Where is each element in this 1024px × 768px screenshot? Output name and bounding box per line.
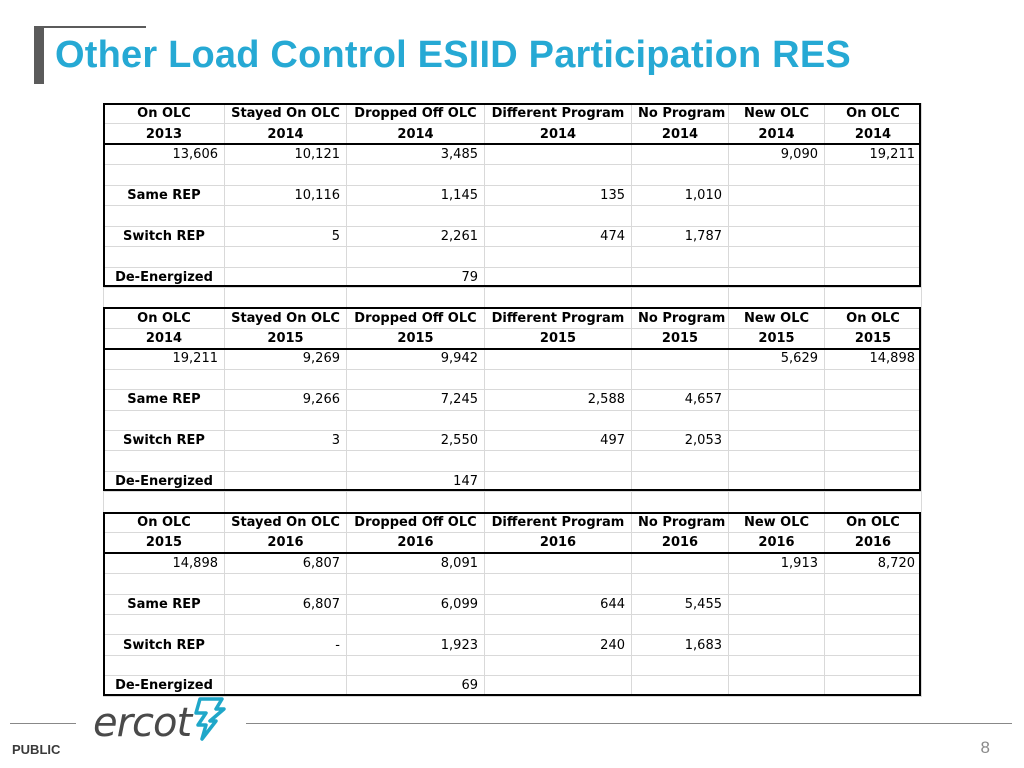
table-cell: New OLC bbox=[729, 512, 825, 532]
table-cell: 10,121 bbox=[225, 144, 347, 164]
data-row bbox=[104, 635, 922, 655]
table-cell: Switch REP bbox=[104, 635, 225, 655]
header-row bbox=[104, 328, 922, 348]
table-cell bbox=[729, 655, 825, 675]
table-cell: 2014 bbox=[825, 124, 922, 144]
table-cell bbox=[825, 247, 922, 267]
olc-participation-table bbox=[103, 103, 922, 697]
table-cell bbox=[347, 165, 485, 185]
table-cell bbox=[347, 287, 485, 307]
table-cell bbox=[225, 410, 347, 430]
table-cell: 2014 bbox=[632, 124, 729, 144]
table-cell: De-Energized bbox=[104, 471, 225, 491]
table-cell bbox=[485, 369, 632, 389]
table-cell: 3 bbox=[225, 431, 347, 451]
table-cell bbox=[104, 369, 225, 389]
table-cell: 474 bbox=[485, 226, 632, 246]
table-cell: On OLC bbox=[104, 308, 225, 328]
data-row bbox=[104, 349, 922, 369]
table-cell: On OLC bbox=[825, 104, 922, 124]
table-cell: No Program bbox=[632, 308, 729, 328]
table-cell: Stayed On OLC bbox=[225, 512, 347, 532]
table-cell: 2016 bbox=[825, 533, 922, 553]
texas-bolt-icon bbox=[194, 697, 228, 741]
table-cell: 5,629 bbox=[729, 349, 825, 369]
table-cell bbox=[225, 574, 347, 594]
table-cell bbox=[632, 655, 729, 675]
table-cell bbox=[347, 247, 485, 267]
table-cell: 9,266 bbox=[225, 390, 347, 410]
table-cell bbox=[729, 247, 825, 267]
table-cell: 2015 bbox=[485, 328, 632, 348]
table-cell bbox=[225, 287, 347, 307]
table-cell: No Program bbox=[632, 104, 729, 124]
data-row bbox=[104, 226, 922, 246]
table-cell: 3,485 bbox=[347, 144, 485, 164]
table-cell bbox=[485, 614, 632, 634]
data-row bbox=[104, 410, 922, 430]
table-cell bbox=[632, 574, 729, 594]
table-cell bbox=[225, 267, 347, 287]
table-cell bbox=[825, 267, 922, 287]
footer-divider-left bbox=[10, 723, 76, 724]
table-cell bbox=[347, 492, 485, 512]
table-cell: - bbox=[225, 635, 347, 655]
data-row bbox=[104, 471, 922, 491]
table-cell bbox=[104, 247, 225, 267]
table-cell: Same REP bbox=[104, 390, 225, 410]
table-cell bbox=[825, 574, 922, 594]
title-accent-bar bbox=[34, 26, 44, 84]
table-cell: 1,145 bbox=[347, 185, 485, 205]
classification-label: PUBLIC bbox=[12, 742, 61, 757]
table-cell bbox=[729, 574, 825, 594]
table-cell bbox=[485, 247, 632, 267]
table-cell: 2015 bbox=[632, 328, 729, 348]
table-cell bbox=[485, 492, 632, 512]
table-cell bbox=[485, 676, 632, 696]
data-row bbox=[104, 676, 922, 696]
table-cell: De-Energized bbox=[104, 676, 225, 696]
table-cell: 10,116 bbox=[225, 185, 347, 205]
table-cell bbox=[485, 144, 632, 164]
table-cell bbox=[347, 614, 485, 634]
table-cell bbox=[225, 655, 347, 675]
table-cell bbox=[632, 165, 729, 185]
table-cell bbox=[729, 410, 825, 430]
table-cell: 2015 bbox=[225, 328, 347, 348]
table-cell bbox=[104, 410, 225, 430]
table-cell bbox=[485, 349, 632, 369]
table-cell: No Program bbox=[632, 512, 729, 532]
page-title: Other Load Control ESIID Participation RES bbox=[55, 34, 851, 76]
table-cell: 2,261 bbox=[347, 226, 485, 246]
table-cell bbox=[729, 206, 825, 226]
table-cell: 2016 bbox=[225, 533, 347, 553]
table-cell bbox=[825, 655, 922, 675]
table-cell: Same REP bbox=[104, 594, 225, 614]
title-accent-line bbox=[34, 26, 146, 28]
table-cell: Switch REP bbox=[104, 431, 225, 451]
table-cell bbox=[225, 451, 347, 471]
data-row bbox=[104, 655, 922, 675]
table-cell: 9,269 bbox=[225, 349, 347, 369]
table-cell bbox=[485, 553, 632, 573]
table-cell bbox=[104, 614, 225, 634]
table-cell bbox=[632, 267, 729, 287]
table-cell bbox=[825, 226, 922, 246]
table-cell bbox=[347, 410, 485, 430]
table-cell bbox=[729, 635, 825, 655]
table-cell bbox=[825, 492, 922, 512]
data-row bbox=[104, 369, 922, 389]
table-cell: Dropped Off OLC bbox=[347, 104, 485, 124]
table-cell: 69 bbox=[347, 676, 485, 696]
table-cell bbox=[632, 471, 729, 491]
table-cell bbox=[225, 206, 347, 226]
data-row bbox=[104, 390, 922, 410]
table-cell: 2016 bbox=[347, 533, 485, 553]
table-cell bbox=[485, 655, 632, 675]
table-cell: 9,090 bbox=[729, 144, 825, 164]
table-cell: 6,807 bbox=[225, 553, 347, 573]
table-cell bbox=[632, 410, 729, 430]
table-cell: 8,091 bbox=[347, 553, 485, 573]
table-cell bbox=[632, 614, 729, 634]
header-row bbox=[104, 533, 922, 553]
table-cell bbox=[485, 267, 632, 287]
table-cell bbox=[632, 676, 729, 696]
data-row bbox=[104, 553, 922, 573]
page-number: 8 bbox=[980, 738, 990, 757]
table-cell bbox=[825, 635, 922, 655]
table-cell bbox=[632, 287, 729, 307]
table-cell bbox=[225, 492, 347, 512]
table-cell: Dropped Off OLC bbox=[347, 512, 485, 532]
table-cell: 5 bbox=[225, 226, 347, 246]
table-cell bbox=[104, 206, 225, 226]
table-cell: 14,898 bbox=[825, 349, 922, 369]
header-row bbox=[104, 104, 922, 124]
table-cell bbox=[104, 451, 225, 471]
table-cell bbox=[347, 655, 485, 675]
table-cell: Stayed On OLC bbox=[225, 308, 347, 328]
table-cell bbox=[225, 614, 347, 634]
table-cell bbox=[825, 165, 922, 185]
data-row bbox=[104, 144, 922, 164]
table-cell: Switch REP bbox=[104, 226, 225, 246]
table-cell: 2,588 bbox=[485, 390, 632, 410]
table-cell: On OLC bbox=[825, 308, 922, 328]
table-cell bbox=[729, 614, 825, 634]
header-row bbox=[104, 308, 922, 328]
table-cell: 2013 bbox=[104, 124, 225, 144]
table-cell bbox=[485, 471, 632, 491]
table-cell bbox=[632, 369, 729, 389]
data-row bbox=[104, 185, 922, 205]
table-cell: 2014 bbox=[347, 124, 485, 144]
table-cell: 135 bbox=[485, 185, 632, 205]
table-cell bbox=[729, 676, 825, 696]
table-cell bbox=[485, 206, 632, 226]
table-cell bbox=[825, 206, 922, 226]
table-cell bbox=[825, 451, 922, 471]
data-row bbox=[104, 431, 922, 451]
spacer-row bbox=[104, 492, 922, 512]
table-cell bbox=[225, 369, 347, 389]
table-cell bbox=[632, 451, 729, 471]
table-cell bbox=[632, 247, 729, 267]
table-cell bbox=[632, 553, 729, 573]
table-cell: 2014 bbox=[225, 124, 347, 144]
table-cell bbox=[485, 287, 632, 307]
table-cell bbox=[729, 492, 825, 512]
table-cell: 79 bbox=[347, 267, 485, 287]
table-cell bbox=[729, 594, 825, 614]
table-cell bbox=[632, 206, 729, 226]
table-cell bbox=[729, 451, 825, 471]
table-cell bbox=[347, 451, 485, 471]
table-cell bbox=[825, 390, 922, 410]
spacer-row bbox=[104, 287, 922, 307]
data-row bbox=[104, 614, 922, 634]
table-cell: 2016 bbox=[729, 533, 825, 553]
table-cell: Stayed On OLC bbox=[225, 104, 347, 124]
table-cell: 14,898 bbox=[104, 553, 225, 573]
table-cell bbox=[104, 492, 225, 512]
table-cell: Dropped Off OLC bbox=[347, 308, 485, 328]
data-row bbox=[104, 574, 922, 594]
table-cell: 497 bbox=[485, 431, 632, 451]
table-cell: 6,099 bbox=[347, 594, 485, 614]
table-cell bbox=[225, 676, 347, 696]
table-cell bbox=[825, 594, 922, 614]
table-cell: Same REP bbox=[104, 185, 225, 205]
table-cell bbox=[104, 165, 225, 185]
table-cell: 1,923 bbox=[347, 635, 485, 655]
table-cell: 2015 bbox=[729, 328, 825, 348]
table-cell bbox=[825, 369, 922, 389]
table-cell: 2014 bbox=[104, 328, 225, 348]
table-cell: 19,211 bbox=[825, 144, 922, 164]
table-cell: De-Energized bbox=[104, 267, 225, 287]
table-cell: 644 bbox=[485, 594, 632, 614]
table-cell bbox=[729, 267, 825, 287]
table-cell bbox=[632, 492, 729, 512]
table-cell bbox=[347, 369, 485, 389]
table-cell: 147 bbox=[347, 471, 485, 491]
table-cell bbox=[347, 574, 485, 594]
table-cell: 1,010 bbox=[632, 185, 729, 205]
table-cell bbox=[104, 287, 225, 307]
table-cell bbox=[632, 349, 729, 369]
data-row bbox=[104, 451, 922, 471]
table-cell bbox=[825, 676, 922, 696]
table-cell: Different Program bbox=[485, 104, 632, 124]
table-cell: On OLC bbox=[104, 104, 225, 124]
data-row bbox=[104, 594, 922, 614]
table-cell: On OLC bbox=[104, 512, 225, 532]
table-cell bbox=[347, 206, 485, 226]
table-cell bbox=[729, 287, 825, 307]
table-cell: 13,606 bbox=[104, 144, 225, 164]
ercot-logo bbox=[93, 697, 228, 746]
data-row bbox=[104, 206, 922, 226]
header-row bbox=[104, 512, 922, 532]
table-cell bbox=[104, 574, 225, 594]
table-cell bbox=[825, 185, 922, 205]
table-cell bbox=[632, 144, 729, 164]
table-cell bbox=[825, 287, 922, 307]
table-cell: 240 bbox=[485, 635, 632, 655]
table-cell: 2015 bbox=[104, 533, 225, 553]
table-cell bbox=[485, 165, 632, 185]
table-cell: 2014 bbox=[729, 124, 825, 144]
table-cell: 8,720 bbox=[825, 553, 922, 573]
logo-wordmark: ercot bbox=[93, 700, 192, 746]
table-cell: 2,550 bbox=[347, 431, 485, 451]
footer-divider-right bbox=[246, 723, 1012, 724]
header-row bbox=[104, 124, 922, 144]
table-cell: 1,913 bbox=[729, 553, 825, 573]
table-cell: 1,787 bbox=[632, 226, 729, 246]
table-cell: 6,807 bbox=[225, 594, 347, 614]
table-cell bbox=[729, 226, 825, 246]
table-cell: Different Program bbox=[485, 512, 632, 532]
table-cell bbox=[729, 185, 825, 205]
table-cell: New OLC bbox=[729, 104, 825, 124]
table-cell bbox=[825, 471, 922, 491]
table-cell: 2016 bbox=[632, 533, 729, 553]
table-cell: 2014 bbox=[485, 124, 632, 144]
table-cell bbox=[729, 369, 825, 389]
table-cell: 2016 bbox=[485, 533, 632, 553]
table-cell bbox=[104, 655, 225, 675]
table-cell bbox=[485, 574, 632, 594]
table-cell bbox=[485, 451, 632, 471]
table-cell: 9,942 bbox=[347, 349, 485, 369]
table-cell bbox=[485, 410, 632, 430]
table-cell bbox=[225, 471, 347, 491]
table-cell: 2015 bbox=[347, 328, 485, 348]
data-row bbox=[104, 247, 922, 267]
table-cell bbox=[729, 165, 825, 185]
table-cell: 2015 bbox=[825, 328, 922, 348]
data-row bbox=[104, 165, 922, 185]
table-cell: 2,053 bbox=[632, 431, 729, 451]
table-cell: New OLC bbox=[729, 308, 825, 328]
table-cell bbox=[825, 431, 922, 451]
table-cell: 5,455 bbox=[632, 594, 729, 614]
data-row bbox=[104, 267, 922, 287]
table-cell bbox=[825, 410, 922, 430]
table-cell bbox=[729, 431, 825, 451]
table-cell: 1,683 bbox=[632, 635, 729, 655]
table-cell: 4,657 bbox=[632, 390, 729, 410]
table-cell: Different Program bbox=[485, 308, 632, 328]
table-cell bbox=[825, 614, 922, 634]
table-cell bbox=[729, 390, 825, 410]
table-cell: 19,211 bbox=[104, 349, 225, 369]
table-cell bbox=[225, 247, 347, 267]
table-cell: On OLC bbox=[825, 512, 922, 532]
table-cell bbox=[225, 165, 347, 185]
table-cell bbox=[729, 471, 825, 491]
table-cell: 7,245 bbox=[347, 390, 485, 410]
